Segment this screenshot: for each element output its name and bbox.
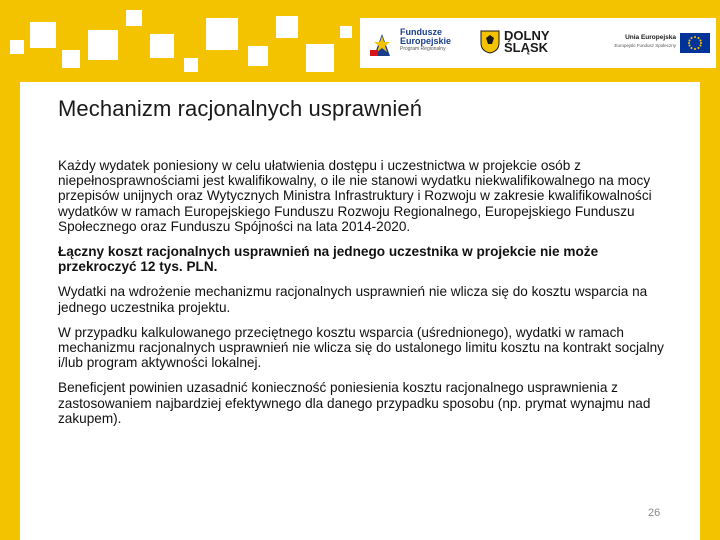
decor-square: [248, 46, 268, 66]
slide-body: [58, 158, 678, 436]
fe-line1: Fundusze: [400, 27, 442, 37]
decor-square: [62, 50, 80, 68]
decor-square: [30, 22, 56, 48]
logo-bar: [360, 18, 716, 68]
decor-square: [10, 40, 24, 54]
decor-square: [276, 16, 298, 38]
paragraph-1: Każdy wydatek poniesiony w celu ułatwienia dostępu i uczestnictwa w projekcie osób z niepełnosprawnościami jest kwalifikowalny, o ile nie stanowi wydatku niekwalifikowalnego na mocy przepisów unijnych oraz Wytycznych Ministra Infrastruktury i Rozwoju w zakresie kwalifikowalności wydatków w ramach Europejskiego Funduszu Rozwoju Regionalnego, Europejskiego Funduszu Społecznego oraz Funduszu Spójności na lata 2014-2020.: [58, 158, 652, 234]
fundusze-europejskie-logo: [366, 18, 466, 68]
paragraph-4: W przypadku kalkulowanego przeciętnego kosztu wsparcia (uśrednionego), wydatki w ramach mechanizmu racjonalnych usprawnień nie wlicza się do ustalonego limitu kosztu na kontrakt socjalny i/lub program aktywności lokalnej.: [58, 324, 664, 371]
decor-square: [88, 30, 118, 60]
decor-square: [126, 10, 142, 26]
dolny-line2: ŚLĄSK: [504, 40, 549, 55]
page-number: 26: [648, 507, 661, 519]
paragraph-3: Wydatki na wdrożenie mechanizmu racjonalnych usprawnień nie wlicza się do kosztu wsparcia na jednego uczestnika projektu.: [58, 284, 648, 315]
eu-flag-icon: [680, 33, 710, 53]
paragraph-2: Łączny koszt racjonalnych usprawnień na jednego uczestnika w projekcie nie może przekroczyć 12 tys. PLN.: [58, 244, 599, 275]
slide-title: Mechanizm racjonalnych usprawnień: [58, 96, 423, 121]
decor-square: [150, 34, 174, 58]
slide-content: [20, 82, 700, 540]
fe-line2: Europejskie: [400, 36, 452, 46]
coat-of-arms-icon: [480, 30, 500, 54]
dolny-line1: DOLNY: [504, 28, 550, 43]
fe-line3: Program Regionalny: [400, 46, 446, 52]
dolny-slask-logo: [478, 18, 558, 68]
decor-square: [340, 26, 352, 38]
fe-star-icon: [368, 26, 396, 60]
eu-line1: Unia Europejska: [625, 34, 676, 41]
decor-square: [306, 44, 334, 72]
decor-square: [184, 58, 198, 72]
eu-line2: Europejski Fundusz Społeczny: [614, 43, 676, 48]
header-banner: [0, 0, 720, 82]
decor-square: [206, 18, 238, 50]
eu-logo: [592, 18, 712, 68]
paragraph-5: Beneficjent powinien uzasadnić konieczność poniesienia kosztu racjonalnego usprawnienia z zastosowaniem najbardziej efektywnego dla danego przypadku sposobu (np. prymat wynajmu nad zakupem).: [58, 380, 651, 426]
